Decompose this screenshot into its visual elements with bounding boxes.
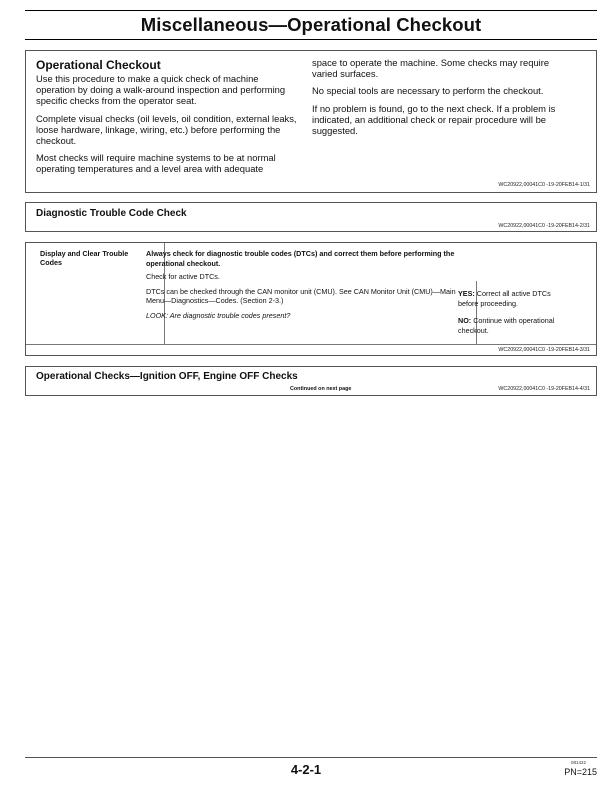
yes-result [458, 289, 568, 309]
no-problem-paragraph: If no problem is found, go to the next check. If a problem is indicated, an additional check or repair procedure will be suggested. [312, 102, 556, 137]
reference-code: WC20922,00041C0 -19-20FEB14-2/31 [498, 223, 590, 229]
operational-checkout-heading: Operational Checkout [36, 58, 161, 72]
look-question: LOOK: Are diagnostic trouble codes present? [146, 310, 291, 320]
visual-checks-paragraph: Complete visual checks (oil levels, oil condition, external leaks, loose hardware, linkage, wiring, etc.) before performing the checkout. [36, 112, 297, 147]
operational-checks-heading: Operational Checks—Ignition OFF, Engine OFF Checks [36, 371, 298, 382]
no-text: Continue with operational checkout. [458, 316, 555, 335]
pn-number: PN=215 [564, 767, 597, 777]
no-result [458, 316, 568, 336]
dtc-check-heading: Diagnostic Trouble Code Check [36, 208, 187, 219]
display-clear-section [25, 242, 597, 356]
continued-note: Continued on next page [290, 386, 352, 392]
reference-code: WC20922,00041C0 -19-20FEB14-1/31 [498, 182, 590, 188]
dtc-check-method: DTCs can be checked through the CAN monitor unit (CMU). See CAN Monitor Unit (CMU)—Main Menu—Diagnostics—Codes. (Section 2-3.) [146, 286, 456, 306]
footer-small-code: 081422 [570, 760, 586, 765]
left-column [36, 73, 298, 181]
operating-temperature-paragraph: Most checks will require machine systems to be at normal operating temperatures and a level area with adequate [36, 152, 276, 175]
display-clear-label: Display and Clear Trouble Codes [40, 249, 129, 268]
page-number: 4-2-1 [290, 762, 322, 777]
operational-checkout-section [25, 50, 597, 193]
intro-paragraph: Use this procedure to make a quick check of machine operation by doing a walk-around inspection and performing specific checks from the operator seat. [36, 73, 286, 107]
row-divider [26, 344, 596, 345]
page-title: Miscellaneous—Operational Checkout [140, 14, 482, 35]
check-active-dtcs: Check for active DTCs. [146, 272, 220, 282]
dtc-intro: Always check for diagnostic trouble codes (DTCs) and correct them before performing the operational checkout. [146, 249, 455, 268]
no-label: NO: [458, 316, 472, 325]
reference-code: WC20922,00041C0 -19-20FEB14-4/31 [498, 386, 590, 392]
title-top-rule [25, 10, 597, 11]
reference-code: WC20922,00041C0 -19-20FEB14-3/31 [498, 347, 590, 353]
yes-label: YES: [458, 289, 475, 298]
footer-rule [25, 757, 597, 758]
special-tools-paragraph: No special tools are necessary to perform the checkout. [312, 85, 544, 97]
title-bottom-rule [25, 39, 597, 40]
yes-text: Correct all active DTCs before proceeding. [458, 289, 551, 308]
right-column [312, 57, 576, 181]
space-paragraph: space to operate the machine. Some checks may require varied surfaces. [312, 57, 550, 80]
dtc-check-section [25, 202, 597, 232]
procedure-text [146, 249, 471, 321]
operational-checks-section [25, 366, 597, 396]
